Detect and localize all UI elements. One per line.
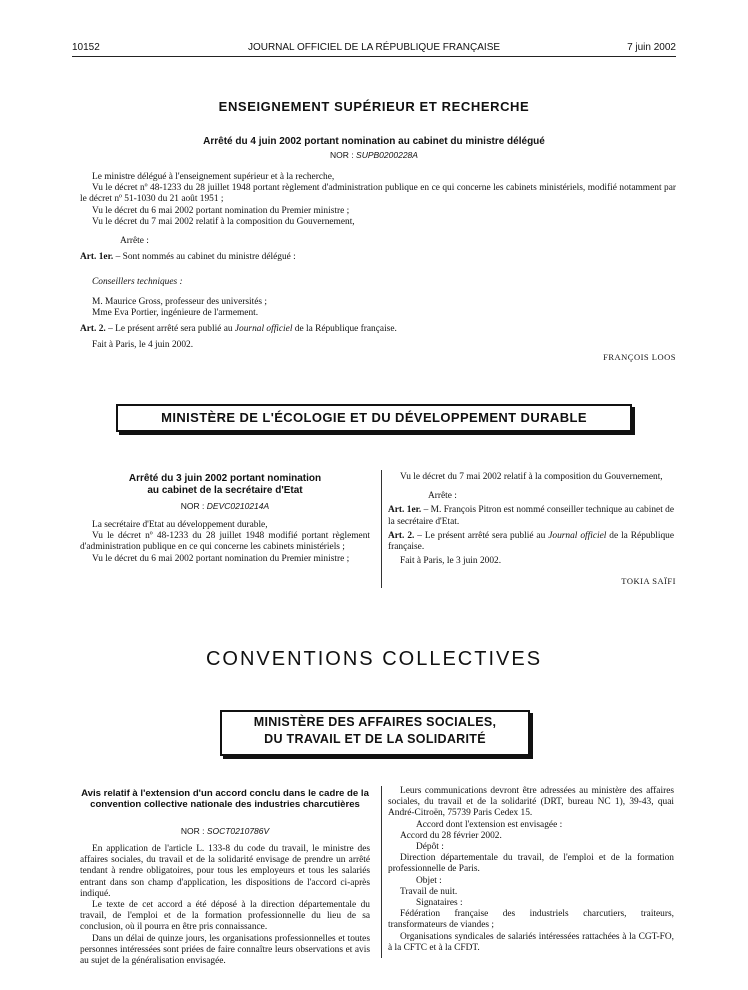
- depot-value: Direction départementale du travail, de l'emploi et de la formation professionnelle de Paris.: [388, 853, 674, 875]
- page-date: 7 juin 2002: [627, 42, 676, 53]
- page-number: 10152: [72, 42, 100, 53]
- article-text: – Sont nommés au cabinet du ministre délégué :: [113, 252, 296, 263]
- depot-label: Dépôt :: [416, 842, 444, 853]
- article-label: Art. 1er.: [388, 505, 422, 516]
- fait-line: Fait à Paris, le 4 juin 2002.: [92, 340, 194, 351]
- section1-para: Le ministre délégué à l'enseignement supérieur et à la recherche,: [92, 172, 335, 182]
- person-item: Mme Eva Portier, ingénieure de l'armement.: [92, 307, 259, 318]
- article-2: [80, 324, 676, 335]
- objet-value: Travail de nuit.: [400, 886, 458, 897]
- nor-line-3: [80, 826, 370, 836]
- journal-title: JOURNAL OFFICIEL DE LA RÉPUBLIQUE FRANÇAISE: [247, 42, 501, 53]
- nor-code: SOCT0210786V: [206, 826, 270, 836]
- avis-title: Avis relatif à l'extension d'un accord conclu dans le cadre de la convention collective nationale des industries charcutières: [81, 788, 369, 810]
- nor-code: SUPB0200228A: [356, 150, 418, 160]
- section1-para: Vu le décret du 7 mai 2002 relatif à la composition du Gouvernement,: [92, 216, 355, 227]
- column-divider: [381, 470, 382, 588]
- signataires-value: Fédération française des industriels charcutiers, traiteurs, transformateurs de viandes ;: [388, 909, 674, 931]
- article-label: Art. 2.: [80, 324, 106, 335]
- arrete-title-line: Arrêté du 3 juin 2002 portant nomination: [128, 473, 322, 484]
- arrete-title-line: au cabinet de la secrétaire d'Etat: [147, 485, 303, 496]
- fait-line: Fait à Paris, le 3 juin 2002.: [400, 556, 502, 567]
- person-item: M. Maurice Gross, professeur des universités ;: [92, 296, 267, 307]
- article-text: – Le présent arrêté sera publié au: [414, 530, 549, 541]
- section3-right-body: [388, 786, 674, 954]
- section2-para: Vu le décret nº 48-1233 du 28 juillet 1948 modifié portant règlement d'administration publique en ce qui concerne les cabinets ministériels ;: [80, 531, 370, 553]
- article-label: Art. 1er.: [80, 252, 114, 263]
- article-1: [80, 252, 676, 263]
- ministry-heading-line: MINISTÈRE DES AFFAIRES SOCIALES,: [253, 715, 497, 729]
- signature: FRANÇOIS LOOS: [603, 352, 676, 362]
- column-divider: [381, 786, 382, 958]
- header-rule: [72, 56, 676, 57]
- section1-para: Vu le décret nº 48-1233 du 28 juillet 1948 portant règlement d'administration publique en ce qui concerne les cabinets ministériels, modifié notamment par le décret nº 51-1030 du 21 août 1951 ;: [80, 183, 676, 205]
- section-heading-enseignement: ENSEIGNEMENT SUPÉRIEUR ET RECHERCHE: [218, 99, 530, 114]
- article-text: de la République française.: [292, 324, 397, 335]
- section3-para: Dans un délai de quinze jours, les organisations professionnelles et toutes personnes intéressées sont priées de faire connaître leurs observations et avis au sujet de la généralisation envisagée.: [80, 933, 370, 967]
- section2-para: Vu le décret du 6 mai 2002 portant nomination du Premier ministre ;: [92, 553, 350, 564]
- nor-label: NOR :: [330, 150, 354, 160]
- conventions-banner: CONVENTIONS COLLECTIVES: [205, 648, 543, 670]
- section2-para: Vu le décret du 7 mai 2002 relatif à la composition du Gouvernement,: [400, 472, 663, 482]
- article-2: [388, 531, 674, 553]
- signataires-label: Signataires :: [416, 898, 463, 909]
- ministry-heading-line: DU TRAVAIL ET DE LA SOLIDARITÉ: [264, 732, 486, 746]
- arrete-word: Arrête :: [428, 491, 457, 502]
- arrete-title-1: Arrêté du 4 juin 2002 portant nomination au cabinet du ministre délégué: [203, 136, 545, 147]
- section2-left-body: [80, 520, 370, 565]
- section2-para: La secrétaire d'Etat au développement durable,: [92, 520, 268, 530]
- nor-line-2: [80, 501, 370, 511]
- section1-para: Vu le décret du 6 mai 2002 portant nomination du Premier ministre ;: [92, 205, 350, 216]
- article-text: de la République française.: [388, 530, 675, 553]
- arrete-title-2: [80, 473, 370, 497]
- article-text: – Le présent arrêté sera publié au: [105, 324, 235, 335]
- section-heading-ecologie: MINISTÈRE DE L'ÉCOLOGIE ET DU DÉVELOPPEMENT DURABLE: [116, 404, 632, 432]
- section2-right-body: [388, 472, 674, 567]
- nor-label: NOR :: [180, 501, 205, 511]
- nor-label: NOR :: [180, 826, 205, 836]
- section1-body: [80, 172, 676, 351]
- journal-name: Journal officiel: [234, 324, 293, 335]
- accord-value: Accord du 28 février 2002.: [400, 830, 502, 841]
- arrete-word: Arrête :: [120, 236, 149, 247]
- conseillers-label: Conseillers techniques :: [92, 277, 183, 288]
- signataires-value: Organisations syndicales de salariés intéressées rattachées à la CGT-FO, à la CFTC et à la CFDT.: [388, 931, 674, 953]
- section3-para: En application de l'article L. 133-8 du code du travail, le ministre des affaires sociales, du travail et de la solidarité envisage de prendre un arrêté tendant à rendre obligatoires, pour tous les employeurs et tous les salariés entrant dans son champ d'application, les dispositions de l'accord ci-après indiqué.: [80, 844, 370, 899]
- signature: TOKIA SAÏFI: [621, 576, 676, 586]
- section3-para: Leurs communications devront être adressées au ministère des affaires sociales, du travail et de la solidarité (DRT, bureau NC 1), 39-43, quai André-Citroën, 75739 Paris Cedex 15.: [388, 786, 674, 819]
- section3-para: Le texte de cet accord a été déposé à la direction départementale du travail, de l'emploi et de la formation professionnelle du lieu de sa conclusion, où il pourra en être pris connaissance.: [80, 900, 370, 933]
- ministry-heading-box: [220, 710, 530, 756]
- nor-line-1: [72, 150, 676, 160]
- section3-left-body: [80, 844, 370, 967]
- article-1: [388, 505, 674, 527]
- nor-code: DEVC0210214A: [206, 501, 270, 511]
- article-text: – M. François Pitron est nommé conseiller technique au cabinet de la secrétaire d'Etat.: [388, 505, 675, 527]
- article-label: Art. 2.: [388, 530, 415, 541]
- accord-label: Accord dont l'extension est envisagée :: [416, 819, 563, 830]
- objet-label: Objet :: [416, 875, 442, 886]
- journal-name: Journal officiel: [548, 530, 607, 541]
